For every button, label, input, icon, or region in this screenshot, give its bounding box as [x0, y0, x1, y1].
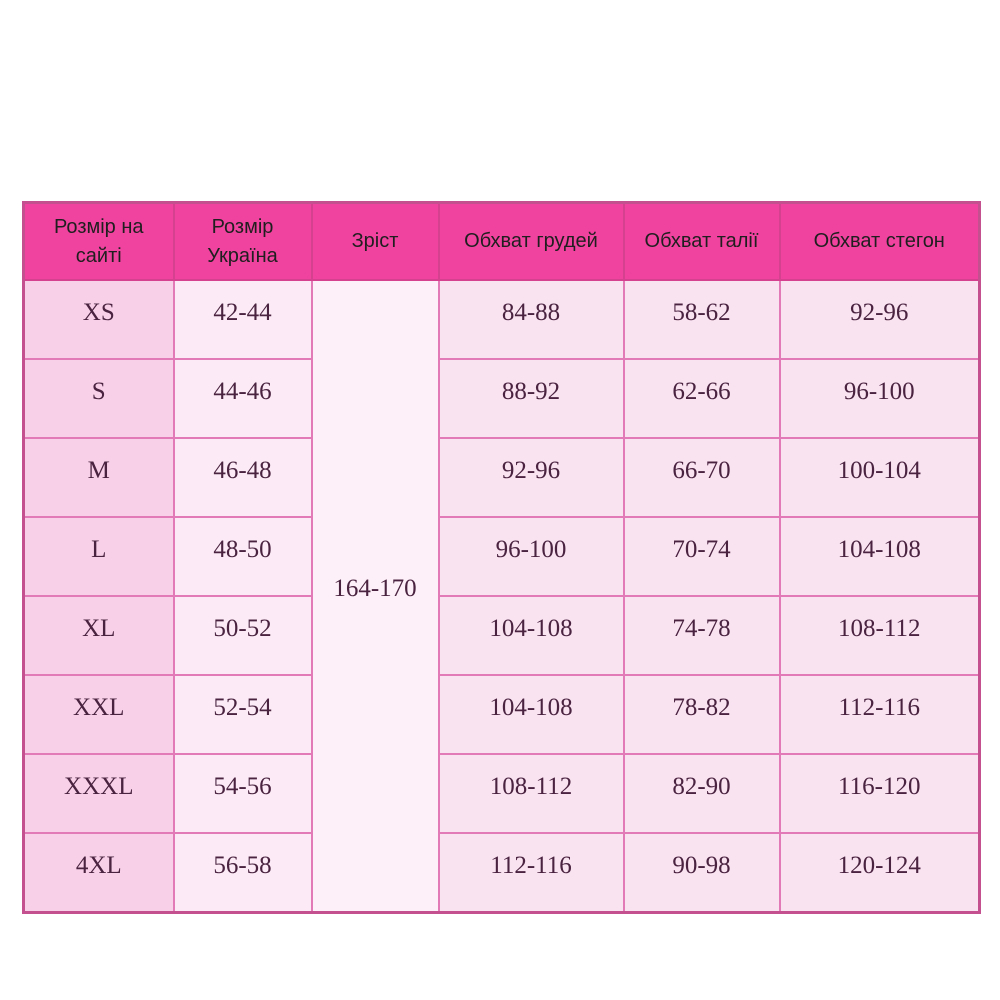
site-size-cell: S — [24, 359, 174, 438]
site-size-cell: M — [24, 438, 174, 517]
waist-cell: 62-66 — [624, 359, 780, 438]
waist-cell: 82-90 — [624, 754, 780, 833]
table-row — [24, 438, 980, 517]
ukraine-size-cell: 54-56 — [174, 754, 312, 833]
ukraine-size-cell: 44-46 — [174, 359, 312, 438]
waist-cell: 70-74 — [624, 517, 780, 596]
size-chart-table — [22, 201, 981, 914]
hips-cell: 120-124 — [780, 833, 980, 913]
table-row — [24, 280, 980, 359]
ukraine-size-cell: 50-52 — [174, 596, 312, 675]
ukraine-size-cell: 42-44 — [174, 280, 312, 359]
hips-cell: 108-112 — [780, 596, 980, 675]
chest-cell: 104-108 — [439, 596, 624, 675]
hips-cell: 92-96 — [780, 280, 980, 359]
hips-cell: 112-116 — [780, 675, 980, 754]
column-header-waist: Обхват талії — [624, 203, 780, 281]
table-row — [24, 754, 980, 833]
site-size-cell: 4XL — [24, 833, 174, 913]
ukraine-size-cell: 56-58 — [174, 833, 312, 913]
table-row — [24, 675, 980, 754]
table-row — [24, 359, 980, 438]
chest-cell: 88-92 — [439, 359, 624, 438]
waist-cell: 66-70 — [624, 438, 780, 517]
site-size-cell: XXL — [24, 675, 174, 754]
chest-cell: 104-108 — [439, 675, 624, 754]
hips-cell: 96-100 — [780, 359, 980, 438]
waist-cell: 58-62 — [624, 280, 780, 359]
chest-cell: 96-100 — [439, 517, 624, 596]
column-header-ukraine-size: Розмір Україна — [174, 203, 312, 281]
table-row — [24, 517, 980, 596]
height-merged-cell: 164-170 — [312, 280, 439, 913]
chest-cell: 108-112 — [439, 754, 624, 833]
column-header-hips: Обхват стегон — [780, 203, 980, 281]
header-row — [24, 203, 980, 281]
column-header-site-size: Розмір на сайті — [24, 203, 174, 281]
hips-cell: 100-104 — [780, 438, 980, 517]
site-size-cell: XL — [24, 596, 174, 675]
chest-cell: 112-116 — [439, 833, 624, 913]
table-body — [24, 280, 980, 913]
column-header-height: Зріст — [312, 203, 439, 281]
waist-cell: 74-78 — [624, 596, 780, 675]
column-header-chest: Обхват грудей — [439, 203, 624, 281]
chest-cell: 84-88 — [439, 280, 624, 359]
table-row — [24, 596, 980, 675]
site-size-cell: L — [24, 517, 174, 596]
hips-cell: 116-120 — [780, 754, 980, 833]
ukraine-size-cell: 46-48 — [174, 438, 312, 517]
site-size-cell: XS — [24, 280, 174, 359]
waist-cell: 90-98 — [624, 833, 780, 913]
waist-cell: 78-82 — [624, 675, 780, 754]
chest-cell: 92-96 — [439, 438, 624, 517]
ukraine-size-cell: 48-50 — [174, 517, 312, 596]
ukraine-size-cell: 52-54 — [174, 675, 312, 754]
site-size-cell: XXXL — [24, 754, 174, 833]
table-row — [24, 833, 980, 913]
hips-cell: 104-108 — [780, 517, 980, 596]
